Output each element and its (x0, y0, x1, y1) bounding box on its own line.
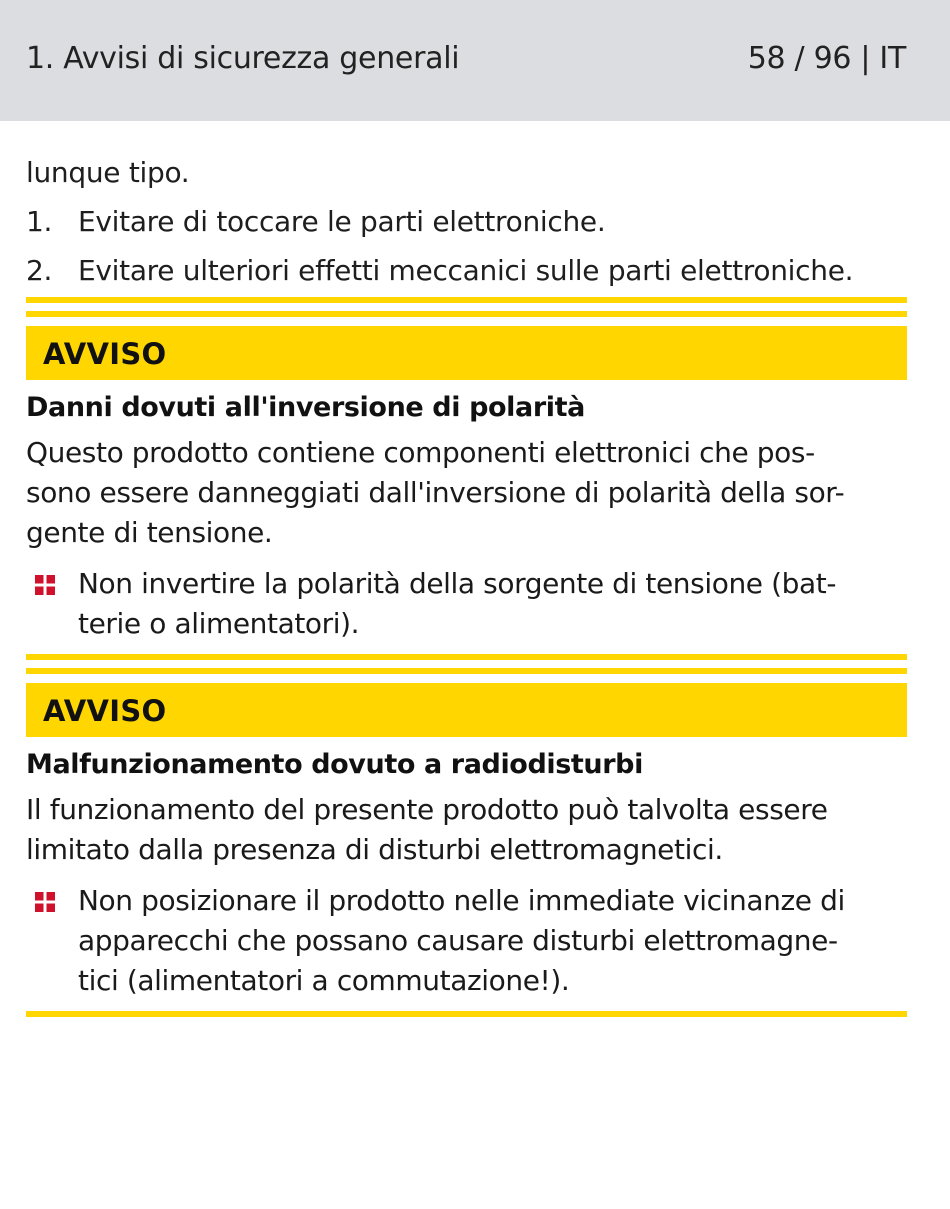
numbered-item (26, 251, 907, 291)
warning-action-line: terie o alimentatori). (78, 607, 360, 640)
warning-action-line: Non posizionare il prodotto nelle immediate vicinanze di (78, 884, 845, 917)
item-number: 1. (26, 205, 53, 238)
warning-body (26, 433, 907, 553)
warning-top-rule (26, 668, 907, 674)
warning-bottom-rule (26, 654, 907, 660)
warning-label: AVVISO (43, 337, 167, 371)
warning-body-line: Il funzionamento del presente prodotto può talvolta essere (26, 793, 828, 826)
warning-box (26, 668, 907, 1017)
item-number: 2. (26, 254, 53, 287)
section-title: 1. Avvisi di sicurezza generali (26, 41, 460, 76)
warning-body-line: sono essere danneggiati dall'inversione di polarità della sor- (26, 476, 845, 509)
warning-action-line: tici (alimentatori a commutazione!). (78, 964, 570, 997)
item-text: Evitare di toccare le parti elettroniche. (78, 205, 606, 238)
warning-action (26, 881, 907, 1001)
warning-box (26, 297, 907, 660)
page-indicator: 58 / 96 | IT (747, 41, 906, 76)
red-four-square-icon (35, 575, 55, 595)
warning-heading: Malfunzionamento dovuto a radiodisturbi (26, 749, 643, 780)
page-header (0, 0, 950, 121)
warning-heading: Danni dovuti all'inversione di polarità (26, 392, 585, 423)
warning-body-line: gente di tensione. (26, 516, 273, 549)
warning-label: AVVISO (43, 694, 167, 728)
warning-body-line: limitato dalla presenza di disturbi elettromagnetici. (26, 833, 723, 866)
warning-top-rule (26, 311, 907, 317)
warning-body (26, 790, 907, 870)
warning-bottom-rule (26, 1011, 907, 1017)
page-content (26, 153, 907, 1017)
warning-label-bar (26, 326, 907, 380)
warning-action (26, 564, 907, 644)
warning-body-line: Questo prodotto contiene componenti elettronici che pos- (26, 436, 815, 469)
warning-label-bar (26, 683, 907, 737)
numbered-item (26, 202, 907, 242)
warning-action-line: Non invertire la polarità della sorgente di tensione (bat- (78, 567, 837, 600)
warning-action-line: apparecchi che possano causare disturbi elettromagne- (78, 924, 838, 957)
item-text: Evitare ulteriori effetti meccanici sulle parti elettroniche. (78, 254, 854, 287)
continued-text: lunque tipo. (26, 156, 190, 189)
warning-top-rule (26, 297, 907, 303)
red-four-square-icon (35, 892, 55, 912)
